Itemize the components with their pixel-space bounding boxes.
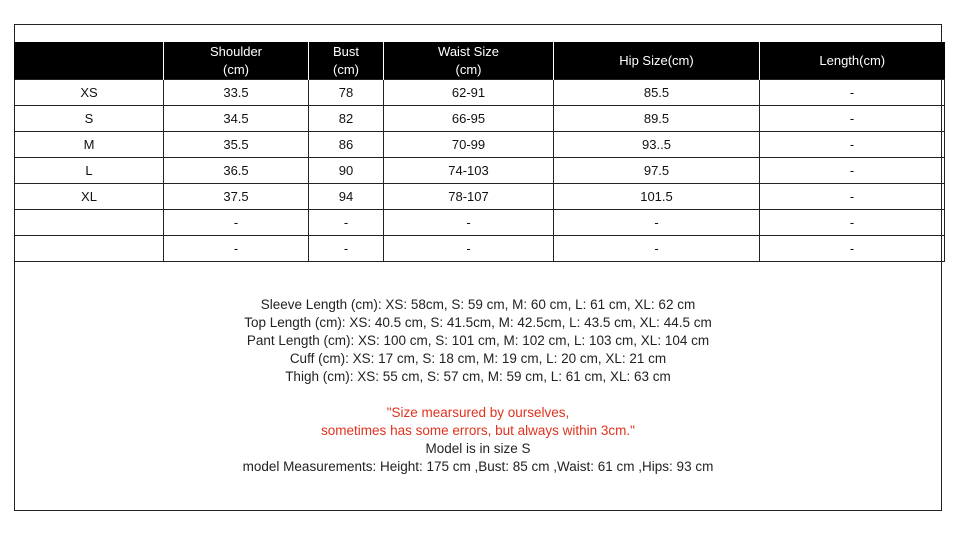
- header-bust: Bust (cm): [309, 42, 384, 80]
- table-cell: [15, 210, 164, 236]
- table-cell: XS: [15, 80, 164, 106]
- sleeve-length-note: Sleeve Length (cm): XS: 58cm, S: 59 cm, M: 60 cm, L: 61 cm, XL: 62 cm: [260, 297, 696, 312]
- table-cell: 82: [309, 106, 384, 132]
- table-cell: -: [309, 210, 384, 236]
- table-cell: 35.5: [164, 132, 309, 158]
- table-cell: -: [760, 184, 945, 210]
- table-cell: 33.5: [164, 80, 309, 106]
- thigh-note: Thigh (cm): XS: 55 cm, S: 57 cm, M: 59 cm, L: 61 cm, XL: 63 cm: [285, 369, 671, 384]
- table-cell: 62-91: [384, 80, 554, 106]
- table-cell: 34.5: [164, 106, 309, 132]
- table-cell: 74-103: [384, 158, 554, 184]
- table-row: [15, 158, 945, 184]
- table-cell: -: [760, 236, 945, 262]
- table-header-row: [15, 42, 945, 80]
- table-row: [15, 210, 945, 236]
- header-shoulder: Shoulder (cm): [164, 42, 309, 80]
- table-cell: 78: [309, 80, 384, 106]
- table-cell: -: [554, 236, 760, 262]
- disclaimer-line-1: "Size mearsured by ourselves,: [386, 405, 570, 420]
- table-row: [15, 132, 945, 158]
- table-cell: M: [15, 132, 164, 158]
- table-cell: -: [164, 210, 309, 236]
- measurement-notes: [14, 296, 942, 476]
- table-cell: -: [760, 80, 945, 106]
- header-size: [15, 42, 164, 80]
- table-cell: 101.5: [554, 184, 760, 210]
- table-cell: 90: [309, 158, 384, 184]
- table-cell: 37.5: [164, 184, 309, 210]
- header-hip: Hip Size(cm): [554, 42, 760, 80]
- table-cell: -: [760, 132, 945, 158]
- table-cell: 85.5: [554, 80, 760, 106]
- table-cell: 97.5: [554, 158, 760, 184]
- header-waist: Waist Size (cm): [384, 42, 554, 80]
- pant-length-note: Pant Length (cm): XS: 100 cm, S: 101 cm, M: 102 cm, L: 103 cm, XL: 104 cm: [246, 333, 710, 348]
- table-cell: 86: [309, 132, 384, 158]
- table-row: [15, 184, 945, 210]
- table-cell: 93..5: [554, 132, 760, 158]
- model-size-note: Model is in size S: [425, 441, 531, 456]
- table-cell: XL: [15, 184, 164, 210]
- table-row: [15, 236, 945, 262]
- cuff-note: Cuff (cm): XS: 17 cm, S: 18 cm, M: 19 cm, L: 20 cm, XL: 21 cm: [289, 351, 667, 366]
- table-cell: -: [309, 236, 384, 262]
- table-cell: 36.5: [164, 158, 309, 184]
- table-cell: -: [760, 210, 945, 236]
- notes-spacer: [14, 386, 942, 404]
- table-cell: 70-99: [384, 132, 554, 158]
- header-length: Length(cm): [760, 42, 945, 80]
- table-cell: 94: [309, 184, 384, 210]
- table-cell: -: [164, 236, 309, 262]
- disclaimer-line-2: sometimes has some errors, but always within 3cm.": [321, 423, 635, 438]
- size-table: [14, 42, 945, 262]
- top-length-note: Top Length (cm): XS: 40.5 cm, S: 41.5cm, M: 42.5cm, L: 43.5 cm, XL: 44.5 cm: [244, 315, 712, 330]
- model-measurements-note: model Measurements: Height: 175 cm ,Bust: 85 cm ,Waist: 61 cm ,Hips: 93 cm: [242, 459, 714, 474]
- table-cell: -: [384, 236, 554, 262]
- table-cell: -: [760, 158, 945, 184]
- table-cell: L: [15, 158, 164, 184]
- table-cell: [15, 236, 164, 262]
- table-cell: 89.5: [554, 106, 760, 132]
- table-cell: 78-107: [384, 184, 554, 210]
- table-cell: -: [760, 106, 945, 132]
- table-cell: -: [384, 210, 554, 236]
- table-cell: 66-95: [384, 106, 554, 132]
- table-cell: S: [15, 106, 164, 132]
- table-cell: -: [554, 210, 760, 236]
- table-row: [15, 106, 945, 132]
- table-row: [15, 80, 945, 106]
